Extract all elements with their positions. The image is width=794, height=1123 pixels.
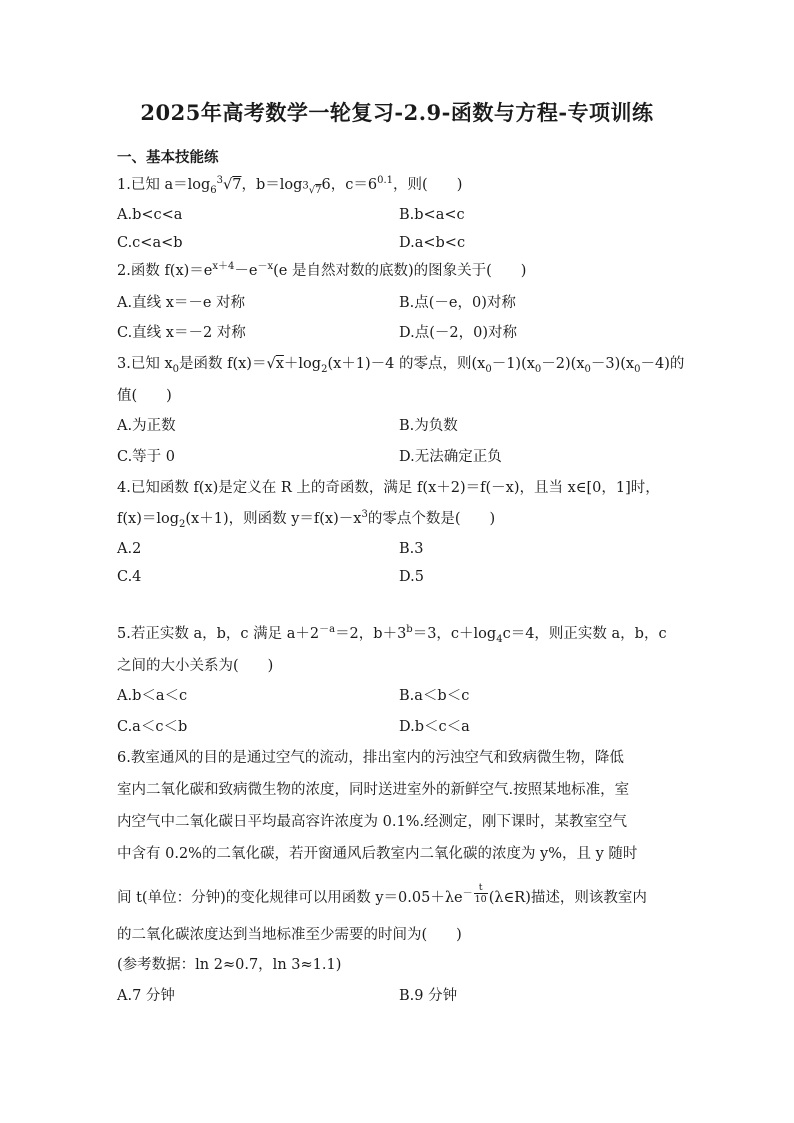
- question-1-option-b: B.b<a<c: [399, 207, 465, 223]
- question-1-stem: 1.已知 $a=\log_6^3√7$，$b=\log_{^3√7}6$，$c=6^{0.1}$，则( ): [117, 175, 463, 196]
- exponent-fraction: $\frac{t}{10}$: [474, 882, 487, 905]
- question-2-option-b: B.点(－e，0)对称: [399, 295, 516, 311]
- question-6-stem-line6: 的二氧化碳浓度达到当地标准至少需要的时间为( ): [117, 927, 462, 943]
- question-5-option-c: C.a＜c＜b: [117, 719, 188, 735]
- question-4-option-d: D.5: [399, 569, 424, 585]
- question-6-stem: 6.教室通风的目的是通过空气的流动，排出室内的污浊空气和致病微生物，降低: [117, 750, 624, 766]
- question-4-option-b: B.3: [399, 541, 424, 557]
- question-1-option-d: D.a<b<c: [399, 235, 466, 251]
- question-3-option-d: D.无法确定正负: [399, 449, 502, 465]
- question-5-stem-line2: 之间的大小关系为( ): [117, 658, 274, 674]
- question-2-stem: 2.函数 $f(x)=e^{x+4}-e^{-x}(e$ 是自然对数的底数)的图象关于( ): [117, 261, 527, 279]
- question-6-stem-line5: 间 t(单位：分钟)的变化规律可以用函数 $y=0.05+\lambda e^{- \frac{t}{10}}$ (λ∈R)描述，则该教室内: [117, 882, 647, 906]
- question-2-option-a: A.直线 x＝－e 对称: [117, 295, 246, 311]
- question-4-stem-line2: $f(x)=\log_2(x+1)$，则函数 $y=f(x)-x^3$的零点个数是( ): [117, 509, 496, 530]
- question-6-option-a: A.7 分钟: [117, 988, 175, 1004]
- question-3-stem-line2: 值( ): [117, 388, 172, 404]
- section-heading: 一、基本技能练: [117, 149, 219, 166]
- page-title: 2025年高考数学一轮复习-2.9-函数与方程-专项训练: [140, 100, 654, 125]
- question-6-stem-line2: 室内二氧化碳和致病微生物的浓度，同时送进室外的新鲜空气.按照某地标准，室: [117, 782, 630, 798]
- question-2-option-c: C.直线 x＝－2 对称: [117, 325, 246, 341]
- question-4-option-c: C.4: [117, 569, 142, 585]
- question-5-stem: 5.若正实数 a，b，c 满足 $a+2^{-a}=2$，$b+3^b=3$，$c+\log_4c=4$，则正实数 a，b，c: [117, 624, 667, 645]
- question-6-option-b: B.9 分钟: [399, 988, 458, 1004]
- question-3-option-a: A.为正数: [117, 418, 176, 434]
- question-1-option-a: A.b<c<a: [117, 207, 183, 223]
- question-1-option-c: C.c<a<b: [117, 235, 183, 251]
- question-6-stem-line3: 内空气中二氧化碳日平均最高容许浓度为 0.1%.经测定，刚下课时，某教室空气: [117, 814, 628, 830]
- question-4-option-a: A.2: [117, 541, 142, 557]
- question-3-option-b: B.为负数: [399, 418, 458, 434]
- question-5-option-d: D.b＜c＜a: [399, 719, 470, 735]
- question-3-option-c: C.等于 0: [117, 449, 176, 465]
- question-5-option-a: A.b＜a＜c: [117, 688, 188, 704]
- question-3-stem: 3.已知 $x_0$是函数 $f(x)=√x+\log_2(x+1)-4$ 的零点，则$(x_0-1)(x_0-2)(x_0-3)(x_0-4)$的: [117, 356, 685, 375]
- question-4-stem: 4.已知函数 f(x)是定义在 R 上的奇函数，满足 f(x＋2)＝f(－x)，且当 x∈[0，1]时，: [117, 480, 660, 496]
- question-2-option-d: D.点(－2，0)对称: [399, 325, 517, 341]
- question-6-reference-data: (参考数据：ln 2≈0.7，ln 3≈1.1): [117, 957, 342, 973]
- question-5-option-b: B.a＜b＜c: [399, 688, 470, 704]
- question-6-stem-line4: 中含有 0.2%的二氧化碳，若开窗通风后教室内二氧化碳的浓度为 y%，且 y 随时: [117, 846, 638, 862]
